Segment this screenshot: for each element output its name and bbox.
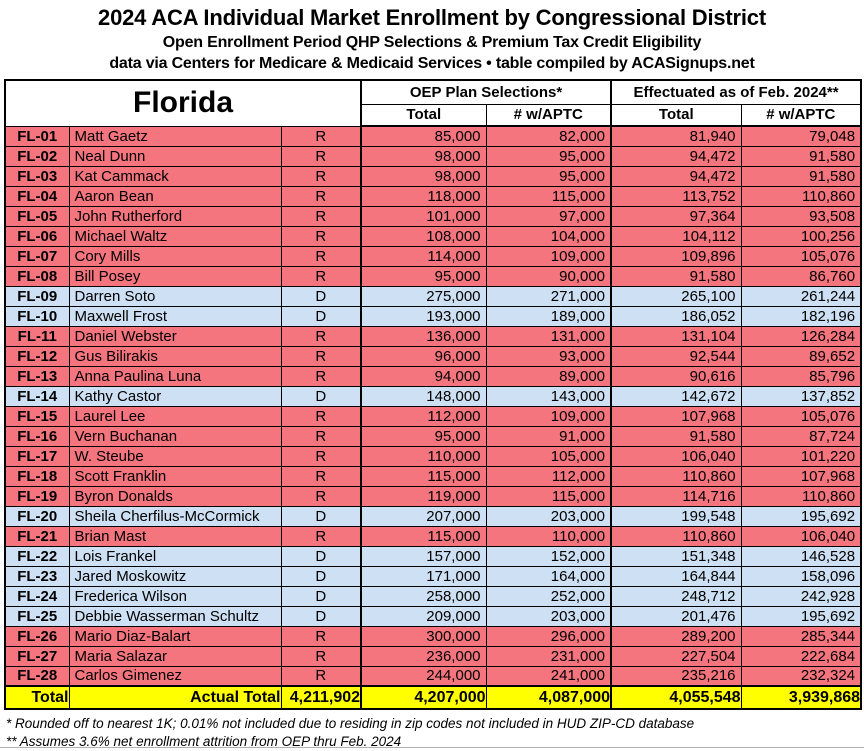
party-cell: R: [281, 486, 361, 506]
state-header: Florida: [5, 80, 361, 126]
table-row: [5, 186, 861, 206]
party-cell: R: [281, 266, 361, 286]
party-cell: R: [281, 146, 361, 166]
oep-total-cell: 244,000: [361, 666, 486, 686]
oep-aptc-cell: 97,000: [486, 206, 611, 226]
oep-aptc-cell: 109,000: [486, 406, 611, 426]
page-header: [0, 0, 864, 73]
eff-aptc-cell: 85,796: [741, 366, 861, 386]
oep-aptc-cell: 271,000: [486, 286, 611, 306]
oep-aptc-cell: 112,000: [486, 466, 611, 486]
eff-total-cell: 81,940: [611, 126, 741, 146]
party-cell: D: [281, 306, 361, 326]
eff-total-cell: 91,580: [611, 266, 741, 286]
oep-total-cell: 171,000: [361, 566, 486, 586]
oep-aptc-cell: 164,000: [486, 566, 611, 586]
district-cell: FL-19: [5, 486, 69, 506]
district-cell: FL-09: [5, 286, 69, 306]
party-cell: R: [281, 126, 361, 146]
page-title: 2024 ACA Individual Market Enrollment by Congressional District: [98, 5, 766, 30]
party-cell: D: [281, 386, 361, 406]
oep-total-cell: 258,000: [361, 586, 486, 606]
oep-aptc-cell: 115,000: [486, 186, 611, 206]
party-cell: R: [281, 246, 361, 266]
rep-name-cell: Darren Soto: [69, 286, 281, 306]
eff-total-cell: 113,752: [611, 186, 741, 206]
oep-total-cell: 157,000: [361, 546, 486, 566]
oep-aptc-cell: 231,000: [486, 646, 611, 666]
eff-aptc-cell: 86,760: [741, 266, 861, 286]
oep-total-cell: 98,000: [361, 146, 486, 166]
rep-name-cell: Maria Salazar: [69, 646, 281, 666]
oep-total-cell: 98,000: [361, 166, 486, 186]
eff-aptc-cell: 110,860: [741, 186, 861, 206]
eff-aptc-cell: 222,684: [741, 646, 861, 666]
eff-aptc-cell: 106,040: [741, 526, 861, 546]
eff-total-cell: 109,896: [611, 246, 741, 266]
oep-total-cell: 85,000: [361, 126, 486, 146]
eff-aptc-cell: 91,580: [741, 146, 861, 166]
footnote-rounding: * Rounded off to nearest 1K; 0.01% not included due to residing in zip codes not included in HUD ZIP-CD database: [6, 716, 695, 731]
oep-aptc-cell: 115,000: [486, 486, 611, 506]
party-cell: R: [281, 646, 361, 666]
total-eff-total: 4,055,548: [611, 686, 741, 709]
eff-aptc-cell: 105,076: [741, 246, 861, 266]
party-cell: D: [281, 606, 361, 626]
rep-name-cell: Maxwell Frost: [69, 306, 281, 326]
eff-aptc-cell: 137,852: [741, 386, 861, 406]
oep-aptc-cell: 95,000: [486, 146, 611, 166]
table-row: [5, 506, 861, 526]
oep-aptc-cell: 203,000: [486, 506, 611, 526]
rep-name-cell: W. Steube: [69, 446, 281, 466]
rep-name-cell: Laurel Lee: [69, 406, 281, 426]
eff-total-cell: 110,860: [611, 526, 741, 546]
rep-name-cell: John Rutherford: [69, 206, 281, 226]
eff-aptc-cell: 105,076: [741, 406, 861, 426]
oep-aptc-cell: 131,000: [486, 326, 611, 346]
rep-name-cell: Frederica Wilson: [69, 586, 281, 606]
table-row: [5, 646, 861, 666]
rep-name-cell: Anna Paulina Luna: [69, 366, 281, 386]
party-cell: D: [281, 506, 361, 526]
oep-total-cell: 101,000: [361, 206, 486, 226]
oep-aptc-cell: 90,000: [486, 266, 611, 286]
district-cell: FL-12: [5, 346, 69, 366]
district-cell: FL-05: [5, 206, 69, 226]
oep-total-cell: 95,000: [361, 426, 486, 446]
party-cell: R: [281, 326, 361, 346]
party-cell: R: [281, 366, 361, 386]
oep-total-cell: 148,000: [361, 386, 486, 406]
actual-total-label: Actual Total: [69, 686, 281, 709]
table-row: [5, 446, 861, 466]
eff-total-cell: 90,616: [611, 366, 741, 386]
oep-total-cell: 108,000: [361, 226, 486, 246]
oep-total-cell: 118,000: [361, 186, 486, 206]
eff-total-cell: 164,844: [611, 566, 741, 586]
oep-aptc-cell: 241,000: [486, 666, 611, 686]
table-row: [5, 166, 861, 186]
rep-name-cell: Byron Donalds: [69, 486, 281, 506]
party-cell: R: [281, 346, 361, 366]
oep-total-cell: 115,000: [361, 526, 486, 546]
rep-name-cell: Scott Franklin: [69, 466, 281, 486]
eff-total-cell: 265,100: [611, 286, 741, 306]
oep-total-cell: 193,000: [361, 306, 486, 326]
eff-total-cell: 199,548: [611, 506, 741, 526]
district-cell: FL-18: [5, 466, 69, 486]
eff-total-cell: 106,040: [611, 446, 741, 466]
eff-aptc-cell: 107,968: [741, 466, 861, 486]
page-subtitle: Open Enrollment Period QHP Selections & Premium Tax Credit Eligibility: [162, 34, 702, 51]
eff-total-cell: 235,216: [611, 666, 741, 686]
table-row: [5, 226, 861, 246]
district-cell: FL-03: [5, 166, 69, 186]
rep-name-cell: Kathy Castor: [69, 386, 281, 406]
table-row: [5, 126, 861, 146]
table-row: [5, 426, 861, 446]
district-cell: FL-04: [5, 186, 69, 206]
oep-aptc-cell: 93,000: [486, 346, 611, 366]
eff-aptc-cell: 91,580: [741, 166, 861, 186]
district-cell: FL-27: [5, 646, 69, 666]
column-header-oep-aptc: # w/APTC: [486, 104, 611, 126]
table-row: [5, 286, 861, 306]
eff-total-cell: 94,472: [611, 166, 741, 186]
party-cell: R: [281, 166, 361, 186]
district-cell: FL-06: [5, 226, 69, 246]
eff-total-cell: 114,716: [611, 486, 741, 506]
oep-total-cell: 275,000: [361, 286, 486, 306]
eff-total-cell: 289,200: [611, 626, 741, 646]
table-row: [5, 366, 861, 386]
eff-aptc-cell: 126,284: [741, 326, 861, 346]
eff-aptc-cell: 87,724: [741, 426, 861, 446]
oep-aptc-cell: 252,000: [486, 586, 611, 606]
rep-name-cell: Carlos Gimenez: [69, 666, 281, 686]
footnotes: [6, 715, 860, 751]
eff-total-cell: 248,712: [611, 586, 741, 606]
oep-total-cell: 209,000: [361, 606, 486, 626]
oep-total-cell: 95,000: [361, 266, 486, 286]
rep-name-cell: Michael Waltz: [69, 226, 281, 246]
enrollment-table: [4, 79, 862, 710]
table-row: [5, 666, 861, 686]
eff-aptc-cell: 232,324: [741, 666, 861, 686]
eff-aptc-cell: 101,220: [741, 446, 861, 466]
table-row: [5, 466, 861, 486]
oep-aptc-cell: 189,000: [486, 306, 611, 326]
rep-name-cell: Brian Mast: [69, 526, 281, 546]
rep-name-cell: Lois Frankel: [69, 546, 281, 566]
eff-aptc-cell: 195,692: [741, 606, 861, 626]
oep-total-cell: 136,000: [361, 326, 486, 346]
district-cell: FL-24: [5, 586, 69, 606]
eff-total-cell: 151,348: [611, 546, 741, 566]
eff-aptc-cell: 195,692: [741, 506, 861, 526]
table-row: [5, 586, 861, 606]
eff-aptc-cell: 146,528: [741, 546, 861, 566]
table-row: [5, 546, 861, 566]
column-header-oep-total: Total: [361, 104, 486, 126]
eff-total-cell: 94,472: [611, 146, 741, 166]
column-header-eff-total: Total: [611, 104, 741, 126]
oep-aptc-cell: 109,000: [486, 246, 611, 266]
rep-name-cell: Gus Bilirakis: [69, 346, 281, 366]
total-label: Total: [5, 686, 69, 709]
rep-name-cell: Vern Buchanan: [69, 426, 281, 446]
rep-name-cell: Cory Mills: [69, 246, 281, 266]
party-cell: R: [281, 226, 361, 246]
rep-name-cell: Kat Cammack: [69, 166, 281, 186]
rep-name-cell: Mario Diaz-Balart: [69, 626, 281, 646]
eff-aptc-cell: 100,256: [741, 226, 861, 246]
rep-name-cell: Daniel Webster: [69, 326, 281, 346]
eff-aptc-cell: 242,928: [741, 586, 861, 606]
table-row: [5, 246, 861, 266]
district-cell: FL-25: [5, 606, 69, 626]
district-cell: FL-23: [5, 566, 69, 586]
table-row: [5, 346, 861, 366]
party-cell: D: [281, 586, 361, 606]
rep-name-cell: Neal Dunn: [69, 146, 281, 166]
district-cell: FL-01: [5, 126, 69, 146]
rep-name-cell: Aaron Bean: [69, 186, 281, 206]
eff-aptc-cell: 261,244: [741, 286, 861, 306]
oep-total-cell: 114,000: [361, 246, 486, 266]
district-rows: [5, 126, 861, 686]
district-cell: FL-28: [5, 666, 69, 686]
column-group-oep: OEP Plan Selections*: [361, 80, 611, 104]
party-cell: R: [281, 406, 361, 426]
oep-aptc-cell: 110,000: [486, 526, 611, 546]
table-row: [5, 626, 861, 646]
district-cell: FL-11: [5, 326, 69, 346]
eff-aptc-cell: 182,196: [741, 306, 861, 326]
total-eff-aptc: 3,939,868: [741, 686, 861, 709]
table-row: [5, 606, 861, 626]
rep-name-cell: Debbie Wasserman Schultz: [69, 606, 281, 626]
total-oep-aptc: 4,087,000: [486, 686, 611, 709]
eff-aptc-cell: 79,048: [741, 126, 861, 146]
party-cell: R: [281, 186, 361, 206]
table-row: [5, 526, 861, 546]
table-row: [5, 406, 861, 426]
oep-aptc-cell: 296,000: [486, 626, 611, 646]
eff-total-cell: 107,968: [611, 406, 741, 426]
table-row: [5, 266, 861, 286]
district-cell: FL-07: [5, 246, 69, 266]
table-row: [5, 146, 861, 166]
oep-aptc-cell: 91,000: [486, 426, 611, 446]
oep-total-cell: 96,000: [361, 346, 486, 366]
column-group-effectuated: Effectuated as of Feb. 2024**: [611, 80, 861, 104]
eff-total-cell: 92,544: [611, 346, 741, 366]
oep-aptc-cell: 95,000: [486, 166, 611, 186]
eff-aptc-cell: 110,860: [741, 486, 861, 506]
district-cell: FL-26: [5, 626, 69, 646]
eff-total-cell: 227,504: [611, 646, 741, 666]
eff-total-cell: 186,052: [611, 306, 741, 326]
oep-aptc-cell: 89,000: [486, 366, 611, 386]
oep-total-cell: 94,000: [361, 366, 486, 386]
eff-total-cell: 97,364: [611, 206, 741, 226]
eff-aptc-cell: 89,652: [741, 346, 861, 366]
party-cell: R: [281, 626, 361, 646]
column-header-eff-aptc: # w/APTC: [741, 104, 861, 126]
district-cell: FL-16: [5, 426, 69, 446]
eff-aptc-cell: 285,344: [741, 626, 861, 646]
rep-name-cell: Sheila Cherfilus-McCormick: [69, 506, 281, 526]
eff-total-cell: 110,860: [611, 466, 741, 486]
total-oep-total: 4,207,000: [361, 686, 486, 709]
district-cell: FL-22: [5, 546, 69, 566]
eff-total-cell: 104,112: [611, 226, 741, 246]
party-cell: D: [281, 286, 361, 306]
oep-aptc-cell: 143,000: [486, 386, 611, 406]
table-row: [5, 326, 861, 346]
eff-total-cell: 91,580: [611, 426, 741, 446]
oep-total-cell: 300,000: [361, 626, 486, 646]
district-cell: FL-08: [5, 266, 69, 286]
district-cell: FL-02: [5, 146, 69, 166]
district-cell: FL-21: [5, 526, 69, 546]
party-cell: R: [281, 666, 361, 686]
footnote-attrition: ** Assumes 3.6% net enrollment attrition from OEP thru Feb. 2024: [6, 734, 402, 750]
oep-aptc-cell: 203,000: [486, 606, 611, 626]
district-cell: FL-14: [5, 386, 69, 406]
rep-name-cell: Jared Moskowitz: [69, 566, 281, 586]
bottom-divider: [0, 747, 864, 748]
total-row: [5, 686, 861, 709]
oep-aptc-cell: 105,000: [486, 446, 611, 466]
table-row: [5, 306, 861, 326]
oep-total-cell: 236,000: [361, 646, 486, 666]
party-cell: R: [281, 466, 361, 486]
eff-total-cell: 142,672: [611, 386, 741, 406]
rep-name-cell: Bill Posey: [69, 266, 281, 286]
rep-name-cell: Matt Gaetz: [69, 126, 281, 146]
actual-total-value: 4,211,902: [281, 686, 361, 709]
party-cell: R: [281, 526, 361, 546]
eff-total-cell: 201,476: [611, 606, 741, 626]
oep-total-cell: 115,000: [361, 466, 486, 486]
table-row: [5, 566, 861, 586]
party-cell: R: [281, 446, 361, 466]
party-cell: D: [281, 566, 361, 586]
eff-aptc-cell: 158,096: [741, 566, 861, 586]
eff-total-cell: 131,104: [611, 326, 741, 346]
party-cell: R: [281, 426, 361, 446]
table-row: [5, 486, 861, 506]
district-cell: FL-15: [5, 406, 69, 426]
oep-aptc-cell: 152,000: [486, 546, 611, 566]
oep-aptc-cell: 104,000: [486, 226, 611, 246]
district-cell: FL-13: [5, 366, 69, 386]
oep-total-cell: 110,000: [361, 446, 486, 466]
oep-total-cell: 207,000: [361, 506, 486, 526]
oep-total-cell: 119,000: [361, 486, 486, 506]
table-row: [5, 206, 861, 226]
oep-aptc-cell: 82,000: [486, 126, 611, 146]
district-cell: FL-10: [5, 306, 69, 326]
table-row: [5, 386, 861, 406]
party-cell: R: [281, 206, 361, 226]
party-cell: D: [281, 546, 361, 566]
district-cell: FL-20: [5, 506, 69, 526]
oep-total-cell: 112,000: [361, 406, 486, 426]
page-source-line: data via Centers for Medicare & Medicaid Services • table compiled by ACASignups.net: [109, 55, 755, 72]
eff-aptc-cell: 93,508: [741, 206, 861, 226]
district-cell: FL-17: [5, 446, 69, 466]
